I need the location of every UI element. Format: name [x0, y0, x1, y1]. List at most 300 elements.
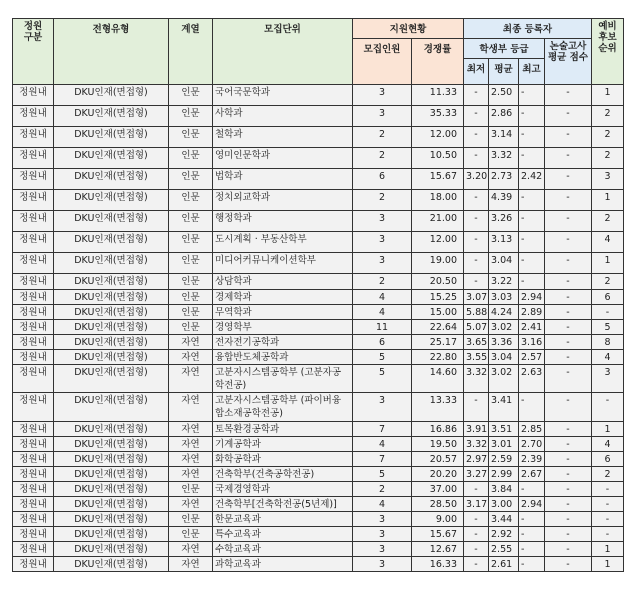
table-row [13, 437, 624, 452]
cell-rate: 12.67 [412, 542, 464, 557]
cell-avg: 2.73 [489, 169, 519, 190]
cell-avg: 3.14 [489, 127, 519, 148]
table-row [13, 497, 624, 512]
cell-unit: 국제경영학과 [213, 482, 353, 497]
cell-quota: 정원내 [13, 393, 54, 422]
cell-field: 자연 [169, 393, 213, 422]
cell-essay: - [545, 393, 592, 422]
cell-wait: 2 [592, 211, 624, 232]
cell-min: - [464, 127, 489, 148]
cell-rate: 20.50 [412, 274, 464, 290]
cell-avg: 3.32 [489, 148, 519, 169]
cell-max: - [519, 253, 545, 274]
cell-avg: 3.04 [489, 350, 519, 365]
cell-field: 인문 [169, 85, 213, 106]
cell-avg: 2.59 [489, 452, 519, 467]
cell-essay: - [545, 557, 592, 572]
cell-wait: - [592, 512, 624, 527]
cell-essay: - [545, 542, 592, 557]
header-min: 최저 [464, 59, 489, 85]
table-row [13, 148, 624, 169]
table-row [13, 452, 624, 467]
cell-quota: 정원내 [13, 467, 54, 482]
cell-type: DKU인재(면접형) [54, 127, 169, 148]
cell-max: 3.16 [519, 335, 545, 350]
cell-unit: 법학과 [213, 169, 353, 190]
table-row [13, 335, 624, 350]
cell-count: 2 [353, 127, 412, 148]
cell-wait: - [592, 527, 624, 542]
cell-rate: 15.67 [412, 169, 464, 190]
cell-wait: 1 [592, 253, 624, 274]
cell-max: - [519, 512, 545, 527]
cell-avg: 2.92 [489, 527, 519, 542]
cell-avg: 3.36 [489, 335, 519, 350]
cell-essay: - [545, 482, 592, 497]
cell-type: DKU인재(면접형) [54, 274, 169, 290]
cell-min: - [464, 253, 489, 274]
cell-rate: 22.64 [412, 320, 464, 335]
cell-field: 인문 [169, 482, 213, 497]
table-row [13, 512, 624, 527]
cell-unit: 건축학부(건축공학전공) [213, 467, 353, 482]
cell-rate: 9.00 [412, 512, 464, 527]
cell-unit: 전자전기공학과 [213, 335, 353, 350]
table-row [13, 542, 624, 557]
cell-field: 인문 [169, 190, 213, 211]
cell-min: 3.32 [464, 365, 489, 393]
cell-essay: - [545, 253, 592, 274]
cell-avg: 3.84 [489, 482, 519, 497]
cell-wait: 1 [592, 557, 624, 572]
cell-count: 5 [353, 350, 412, 365]
table-row [13, 290, 624, 305]
table-row [13, 422, 624, 437]
cell-rate: 37.00 [412, 482, 464, 497]
cell-wait: 3 [592, 169, 624, 190]
cell-quota: 정원내 [13, 253, 54, 274]
cell-type: DKU인재(면접형) [54, 169, 169, 190]
cell-wait: 1 [592, 542, 624, 557]
cell-field: 인문 [169, 512, 213, 527]
cell-min: 3.20 [464, 169, 489, 190]
cell-avg: 3.03 [489, 290, 519, 305]
cell-rate: 13.33 [412, 393, 464, 422]
cell-min: - [464, 527, 489, 542]
table-row [13, 365, 624, 393]
cell-count: 2 [353, 482, 412, 497]
cell-type: DKU인재(면접형) [54, 148, 169, 169]
cell-wait: 1 [592, 422, 624, 437]
cell-rate: 15.25 [412, 290, 464, 305]
cell-quota: 정원내 [13, 320, 54, 335]
cell-avg: 3.13 [489, 232, 519, 253]
cell-quota: 정원내 [13, 335, 54, 350]
cell-type: DKU인재(면접형) [54, 320, 169, 335]
cell-field: 인문 [169, 169, 213, 190]
cell-max: - [519, 190, 545, 211]
cell-essay: - [545, 467, 592, 482]
table-row [13, 106, 624, 127]
cell-rate: 11.33 [412, 85, 464, 106]
cell-essay: - [545, 365, 592, 393]
cell-count: 2 [353, 274, 412, 290]
cell-max: - [519, 542, 545, 557]
cell-unit: 미디어커뮤니케이션학부 [213, 253, 353, 274]
cell-essay: - [545, 497, 592, 512]
cell-field: 인문 [169, 211, 213, 232]
cell-count: 4 [353, 305, 412, 320]
cell-wait: - [592, 482, 624, 497]
cell-quota: 정원내 [13, 482, 54, 497]
cell-type: DKU인재(면접형) [54, 512, 169, 527]
cell-count: 3 [353, 85, 412, 106]
cell-essay: - [545, 527, 592, 542]
cell-quota: 정원내 [13, 350, 54, 365]
cell-count: 3 [353, 527, 412, 542]
cell-quota: 정원내 [13, 85, 54, 106]
cell-field: 인문 [169, 253, 213, 274]
cell-wait: 2 [592, 274, 624, 290]
cell-field: 인문 [169, 527, 213, 542]
cell-rate: 10.50 [412, 148, 464, 169]
cell-min: 3.17 [464, 497, 489, 512]
header-final-enrollees: 최종 등록자 [464, 19, 592, 39]
table-row [13, 467, 624, 482]
cell-type: DKU인재(면접형) [54, 190, 169, 211]
cell-rate: 20.57 [412, 452, 464, 467]
cell-max: 2.85 [519, 422, 545, 437]
cell-count: 5 [353, 365, 412, 393]
cell-field: 인문 [169, 232, 213, 253]
header-essay-avg: 논술고사 평균 점수 [545, 39, 592, 85]
cell-wait: 8 [592, 335, 624, 350]
cell-quota: 정원내 [13, 512, 54, 527]
cell-unit: 무역학과 [213, 305, 353, 320]
table-body [13, 85, 624, 572]
cell-quota: 정원내 [13, 190, 54, 211]
cell-unit: 기계공학과 [213, 437, 353, 452]
cell-type: DKU인재(면접형) [54, 211, 169, 232]
cell-field: 인문 [169, 320, 213, 335]
table-row [13, 305, 624, 320]
cell-essay: - [545, 305, 592, 320]
cell-wait: 2 [592, 467, 624, 482]
cell-quota: 정원내 [13, 452, 54, 467]
cell-min: 3.32 [464, 437, 489, 452]
cell-max: - [519, 85, 545, 106]
cell-field: 자연 [169, 467, 213, 482]
cell-wait: 2 [592, 106, 624, 127]
cell-quota: 정원내 [13, 422, 54, 437]
cell-count: 3 [353, 557, 412, 572]
cell-rate: 15.00 [412, 305, 464, 320]
cell-essay: - [545, 512, 592, 527]
cell-avg: 2.99 [489, 467, 519, 482]
table-row [13, 169, 624, 190]
cell-quota: 정원내 [13, 106, 54, 127]
cell-unit: 건축학부[건축학전공(5년제)] [213, 497, 353, 512]
cell-wait: 1 [592, 85, 624, 106]
cell-max: 2.94 [519, 290, 545, 305]
cell-type: DKU인재(면접형) [54, 232, 169, 253]
cell-essay: - [545, 169, 592, 190]
cell-count: 3 [353, 393, 412, 422]
cell-quota: 정원내 [13, 274, 54, 290]
cell-wait: - [592, 497, 624, 512]
cell-avg: 3.44 [489, 512, 519, 527]
cell-min: - [464, 274, 489, 290]
cell-type: DKU인재(면접형) [54, 422, 169, 437]
cell-count: 3 [353, 211, 412, 232]
cell-avg: 3.02 [489, 320, 519, 335]
cell-avg: 3.00 [489, 497, 519, 512]
cell-count: 6 [353, 335, 412, 350]
cell-min: - [464, 190, 489, 211]
cell-max: 2.57 [519, 350, 545, 365]
cell-max: 2.41 [519, 320, 545, 335]
cell-quota: 정원내 [13, 169, 54, 190]
cell-quota: 정원내 [13, 437, 54, 452]
cell-count: 2 [353, 148, 412, 169]
cell-count: 6 [353, 169, 412, 190]
cell-rate: 22.80 [412, 350, 464, 365]
cell-wait: 6 [592, 452, 624, 467]
cell-essay: - [545, 350, 592, 365]
header-competition: 경쟁률 [412, 39, 464, 85]
cell-field: 인문 [169, 127, 213, 148]
cell-quota: 정원내 [13, 527, 54, 542]
cell-unit: 도시계획 · 부동산학부 [213, 232, 353, 253]
cell-rate: 19.50 [412, 437, 464, 452]
cell-avg: 3.22 [489, 274, 519, 290]
cell-count: 3 [353, 232, 412, 253]
table-row [13, 350, 624, 365]
cell-quota: 정원내 [13, 127, 54, 148]
cell-count: 3 [353, 106, 412, 127]
cell-min: 3.07 [464, 290, 489, 305]
cell-rate: 12.00 [412, 232, 464, 253]
cell-avg: 4.24 [489, 305, 519, 320]
cell-min: - [464, 232, 489, 253]
cell-avg: 3.02 [489, 365, 519, 393]
cell-quota: 정원내 [13, 290, 54, 305]
cell-rate: 18.00 [412, 190, 464, 211]
table-row [13, 127, 624, 148]
cell-essay: - [545, 106, 592, 127]
cell-unit: 사학과 [213, 106, 353, 127]
cell-type: DKU인재(면접형) [54, 85, 169, 106]
cell-quota: 정원내 [13, 365, 54, 393]
cell-max: - [519, 106, 545, 127]
cell-avg: 3.51 [489, 422, 519, 437]
cell-type: DKU인재(면접형) [54, 542, 169, 557]
cell-wait: 5 [592, 320, 624, 335]
cell-max: 2.39 [519, 452, 545, 467]
cell-min: 5.88 [464, 305, 489, 320]
cell-type: DKU인재(면접형) [54, 437, 169, 452]
cell-unit: 고분자시스템공학부 (파이버융합소재공학전공) [213, 393, 353, 422]
table-row [13, 232, 624, 253]
cell-max: 2.89 [519, 305, 545, 320]
cell-min: 2.97 [464, 452, 489, 467]
cell-type: DKU인재(면접형) [54, 557, 169, 572]
cell-rate: 12.00 [412, 127, 464, 148]
cell-max: - [519, 482, 545, 497]
cell-field: 자연 [169, 497, 213, 512]
cell-field: 자연 [169, 542, 213, 557]
cell-type: DKU인재(면접형) [54, 467, 169, 482]
cell-count: 11 [353, 320, 412, 335]
header-max: 최고 [519, 59, 545, 85]
cell-quota: 정원내 [13, 305, 54, 320]
cell-min: - [464, 393, 489, 422]
table-row [13, 211, 624, 232]
cell-essay: - [545, 335, 592, 350]
header-waitlist: 예비 후보 순위 [592, 19, 624, 85]
cell-essay: - [545, 437, 592, 452]
cell-max: 2.63 [519, 365, 545, 393]
table-row [13, 253, 624, 274]
header-unit: 모집단위 [213, 19, 353, 85]
cell-max: - [519, 148, 545, 169]
cell-field: 자연 [169, 335, 213, 350]
cell-quota: 정원내 [13, 232, 54, 253]
cell-wait: - [592, 393, 624, 422]
cell-unit: 융합반도체공학과 [213, 350, 353, 365]
cell-count: 4 [353, 290, 412, 305]
admission-results-table [12, 18, 624, 572]
table-row [13, 320, 624, 335]
cell-rate: 28.50 [412, 497, 464, 512]
cell-field: 인문 [169, 274, 213, 290]
cell-avg: 2.50 [489, 85, 519, 106]
cell-max: - [519, 274, 545, 290]
cell-avg: 4.39 [489, 190, 519, 211]
cell-type: DKU인재(면접형) [54, 350, 169, 365]
table-row [13, 557, 624, 572]
cell-rate: 19.00 [412, 253, 464, 274]
cell-min: - [464, 106, 489, 127]
cell-count: 4 [353, 437, 412, 452]
cell-count: 2 [353, 190, 412, 211]
cell-min: 3.55 [464, 350, 489, 365]
cell-count: 3 [353, 253, 412, 274]
cell-type: DKU인재(면접형) [54, 290, 169, 305]
cell-essay: - [545, 422, 592, 437]
cell-essay: - [545, 211, 592, 232]
cell-wait: 4 [592, 437, 624, 452]
cell-unit: 국어국문학과 [213, 85, 353, 106]
header-admission-type: 전형유형 [54, 19, 169, 85]
cell-field: 자연 [169, 422, 213, 437]
cell-count: 4 [353, 497, 412, 512]
cell-avg: 3.04 [489, 253, 519, 274]
cell-field: 자연 [169, 365, 213, 393]
cell-unit: 토목환경공학과 [213, 422, 353, 437]
cell-max: - [519, 393, 545, 422]
table-row [13, 274, 624, 290]
cell-unit: 과학교육과 [213, 557, 353, 572]
cell-min: - [464, 211, 489, 232]
cell-avg: 2.86 [489, 106, 519, 127]
cell-essay: - [545, 274, 592, 290]
header-record-grade: 학생부 등급 [464, 39, 545, 59]
cell-type: DKU인재(면접형) [54, 106, 169, 127]
cell-unit: 정치외교학과 [213, 190, 353, 211]
cell-rate: 15.67 [412, 527, 464, 542]
cell-max: 2.94 [519, 497, 545, 512]
cell-unit: 한문교육과 [213, 512, 353, 527]
cell-max: - [519, 232, 545, 253]
cell-field: 자연 [169, 557, 213, 572]
cell-max: 2.70 [519, 437, 545, 452]
cell-min: 3.65 [464, 335, 489, 350]
cell-min: 5.07 [464, 320, 489, 335]
table-row [13, 85, 624, 106]
cell-unit: 상담학과 [213, 274, 353, 290]
cell-field: 자연 [169, 452, 213, 467]
cell-unit: 경제학과 [213, 290, 353, 305]
cell-quota: 정원내 [13, 557, 54, 572]
cell-type: DKU인재(면접형) [54, 482, 169, 497]
header-recruit-count: 모집인원 [353, 39, 412, 85]
cell-field: 인문 [169, 305, 213, 320]
table-row [13, 527, 624, 542]
cell-count: 3 [353, 542, 412, 557]
cell-wait: 2 [592, 127, 624, 148]
cell-rate: 35.33 [412, 106, 464, 127]
header-field: 계열 [169, 19, 213, 85]
cell-quota: 정원내 [13, 542, 54, 557]
cell-type: DKU인재(면접형) [54, 452, 169, 467]
cell-rate: 16.86 [412, 422, 464, 437]
cell-quota: 정원내 [13, 497, 54, 512]
cell-min: - [464, 85, 489, 106]
cell-unit: 특수교육과 [213, 527, 353, 542]
table-row [13, 393, 624, 422]
cell-rate: 21.00 [412, 211, 464, 232]
cell-field: 인문 [169, 290, 213, 305]
cell-max: - [519, 127, 545, 148]
cell-type: DKU인재(면접형) [54, 497, 169, 512]
cell-wait: - [592, 305, 624, 320]
cell-rate: 14.60 [412, 365, 464, 393]
cell-wait: 6 [592, 290, 624, 305]
table-row [13, 482, 624, 497]
header-application: 지원현황 [353, 19, 464, 39]
cell-quota: 정원내 [13, 148, 54, 169]
cell-avg: 2.61 [489, 557, 519, 572]
cell-min: - [464, 512, 489, 527]
cell-min: 3.27 [464, 467, 489, 482]
cell-essay: - [545, 452, 592, 467]
cell-wait: 1 [592, 190, 624, 211]
cell-avg: 3.01 [489, 437, 519, 452]
cell-min: - [464, 482, 489, 497]
cell-essay: - [545, 190, 592, 211]
cell-field: 자연 [169, 350, 213, 365]
cell-max: 2.42 [519, 169, 545, 190]
cell-type: DKU인재(면접형) [54, 335, 169, 350]
cell-unit: 화학공학과 [213, 452, 353, 467]
cell-rate: 20.20 [412, 467, 464, 482]
cell-essay: - [545, 320, 592, 335]
header-quota-type: 정원 구분 [13, 19, 54, 85]
cell-wait: 4 [592, 232, 624, 253]
cell-unit: 철학과 [213, 127, 353, 148]
cell-type: DKU인재(면접형) [54, 305, 169, 320]
